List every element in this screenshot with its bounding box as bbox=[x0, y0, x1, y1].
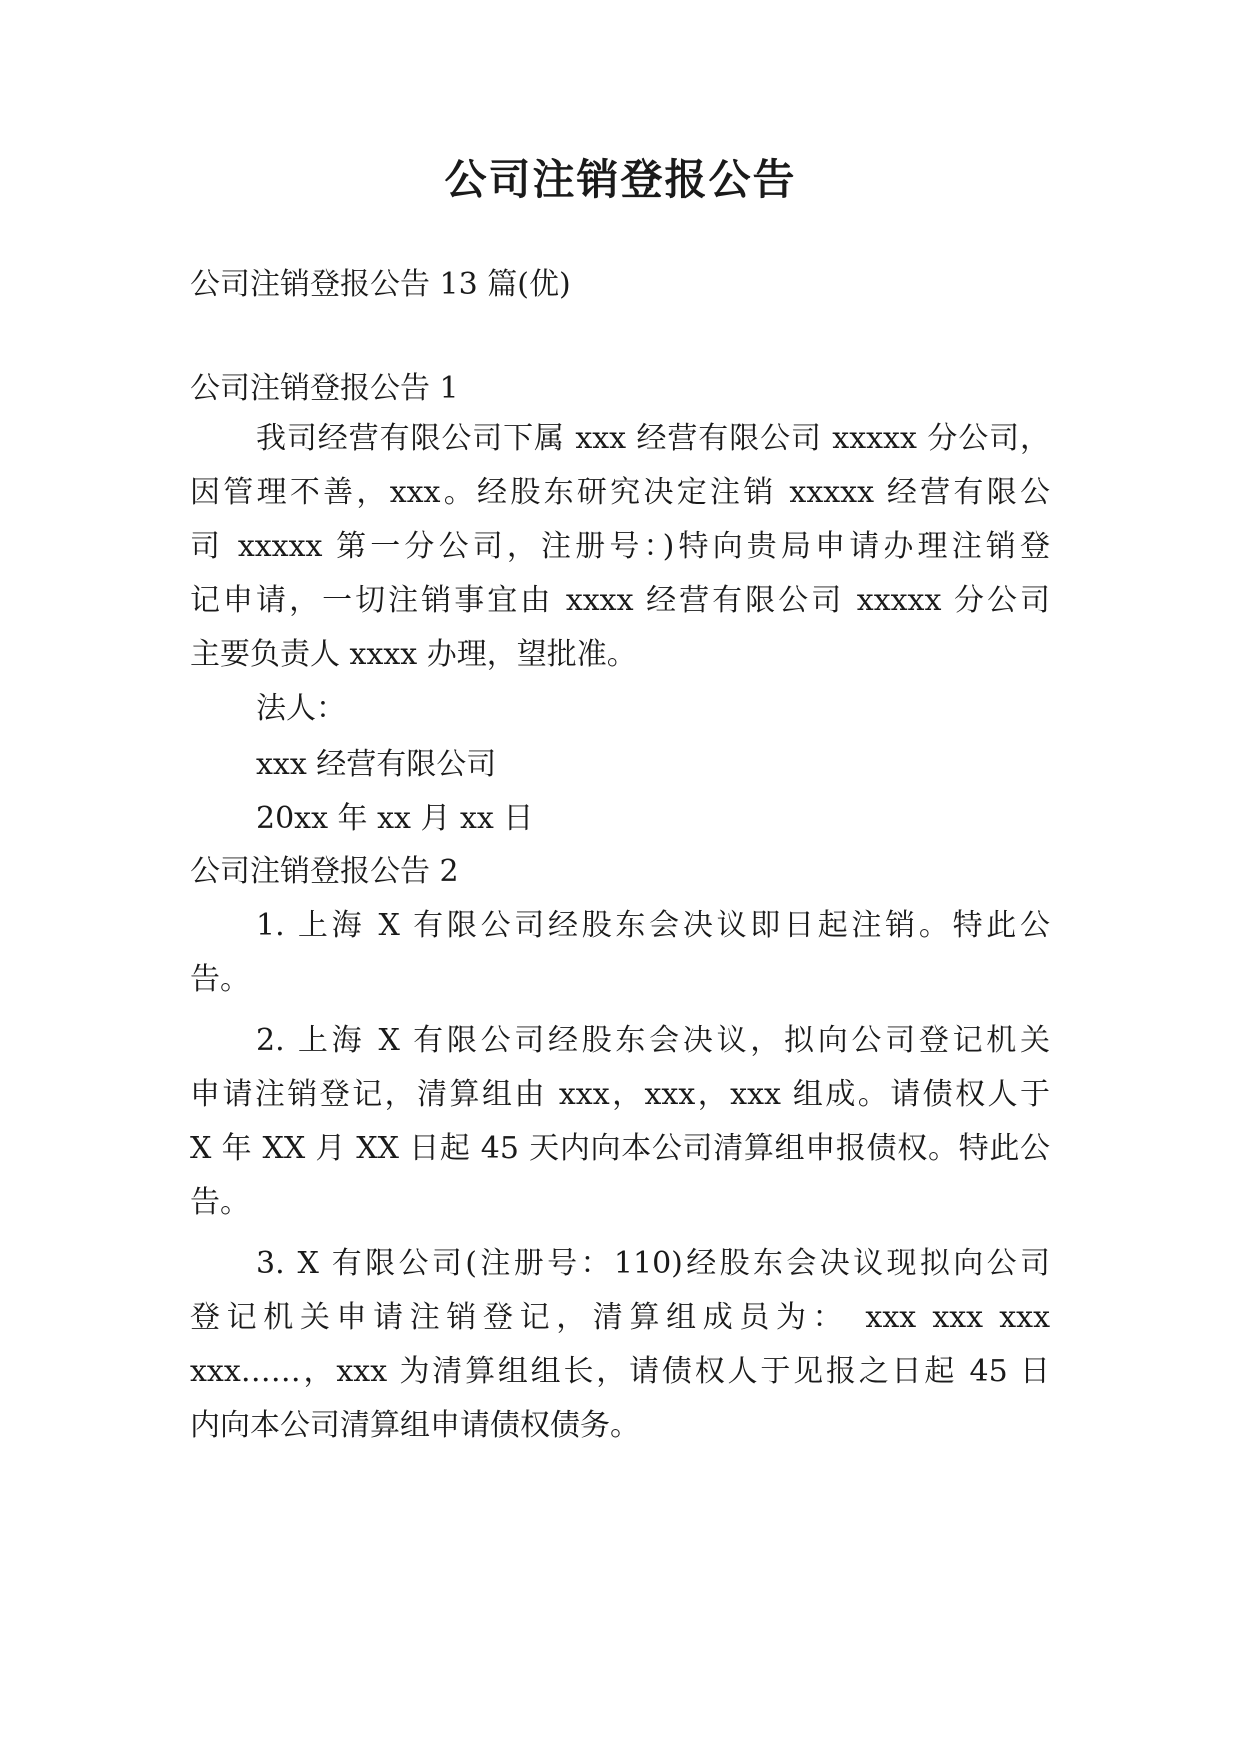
section-2-item-2-line: 2. 上海 X 有限公司经股东会决议，拟向公司登记机关 bbox=[256, 1023, 1050, 1058]
section-1-paragraph-line: 记申请，一切注销事宜由 xxxx 经营有限公司 xxxxx 分公司 bbox=[190, 583, 1050, 618]
section-1-paragraph-line: 主要负责人 xxxx 办理，望批准。 bbox=[190, 637, 637, 672]
section-2-item-3-line: 3. X 有限公司(注册号：110)经股东会决议现拟向公司 bbox=[256, 1246, 1050, 1281]
document-subtitle: 公司注销登报公告 13 篇(优) bbox=[190, 267, 571, 302]
section-2-item-2-line: 告。 bbox=[190, 1185, 250, 1220]
section-2-item-1-line: 告。 bbox=[190, 962, 250, 997]
document-date: 20xx 年 xx 月 xx 日 bbox=[256, 801, 534, 836]
section-1-paragraph-line: 因管理不善，xxx。经股东研究决定注销 xxxxx 经营有限公 bbox=[190, 475, 1050, 510]
section-2-item-2-line: 申请注销登记，清算组由 xxx，xxx，xxx 组成。请债权人于 bbox=[190, 1077, 1050, 1112]
section-1-paragraph-line: 司 xxxxx 第一分公司，注册号：)特向贵局申请办理注销登 bbox=[190, 529, 1050, 564]
section-1-paragraph-line: 我司经营有限公司下属 xxx 经营有限公司 xxxxx 分公司， bbox=[256, 421, 1050, 456]
document-title: 公司注销登报公告 bbox=[444, 155, 797, 204]
company-name: xxx 经营有限公司 bbox=[256, 747, 497, 782]
section-2-item-1-line: 1. 上海 X 有限公司经股东会决议即日起注销。特此公 bbox=[256, 908, 1050, 943]
section-2-item-3-line: xxx……，xxx 为清算组组长，请债权人于见报之日起 45 日 bbox=[190, 1354, 1050, 1389]
section-2-item-3-line: 登记机关申请注销登记，清算组成员为： xxx xxx xxx bbox=[190, 1300, 1050, 1335]
section-2-item-2-line: X 年 XX 月 XX 日起 45 天内向本公司清算组申报债权。特此公 bbox=[190, 1131, 1050, 1166]
section-1-heading: 公司注销登报公告 1 bbox=[190, 371, 459, 406]
section-2-heading: 公司注销登报公告 2 bbox=[190, 854, 459, 889]
legal-person-label: 法人： bbox=[256, 691, 346, 726]
section-2-item-3-line: 内向本公司清算组申请债权债务。 bbox=[190, 1408, 640, 1443]
